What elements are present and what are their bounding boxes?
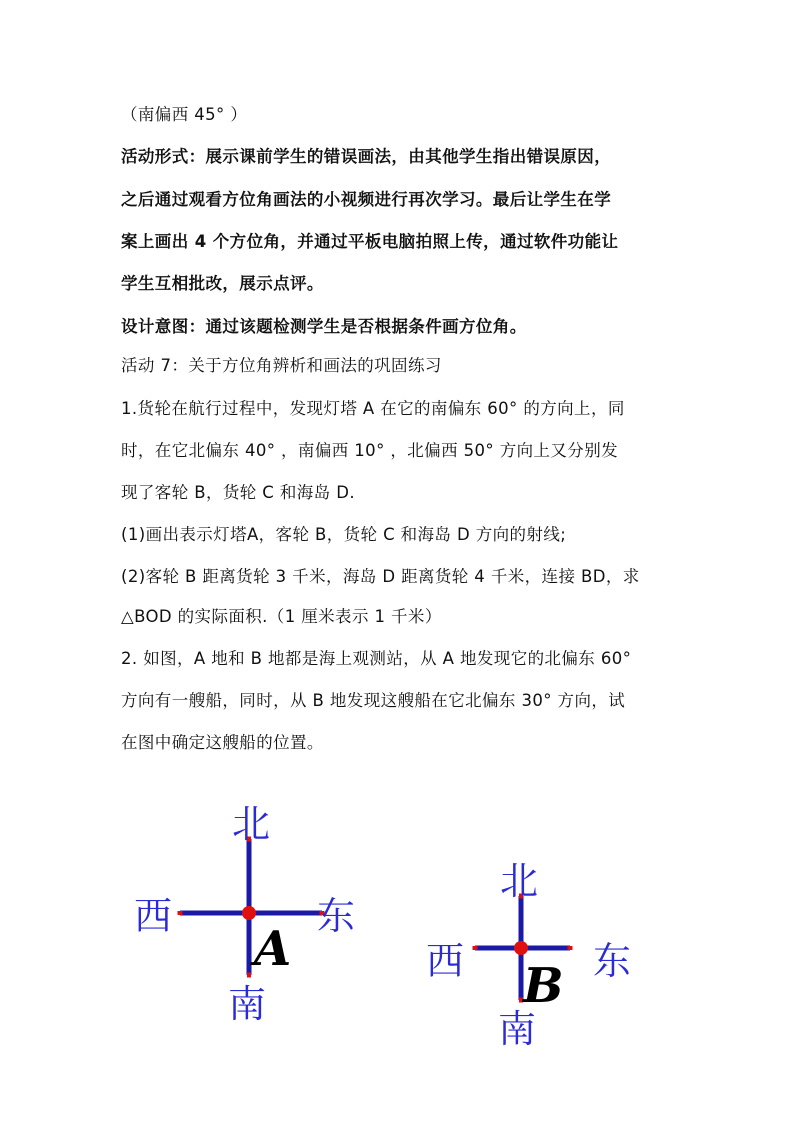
problem-2-line-2: 方向有一艘船，同时，从 B 地发现这艘船在它北偏东 30° 方向，试	[121, 691, 626, 710]
activity-form-line-2: 之后通过观看方位角画法的小视频进行再次学习。最后让学生在学	[121, 190, 612, 209]
compass-b-north-label: 北	[500, 859, 539, 903]
compass-a-point-label: A	[254, 921, 292, 977]
problem-1-line-2: 时，在它北偏东 40° ，南偏西 10° ，北偏西 50° 方向上又分别发	[121, 441, 619, 460]
compass-b-east-label: 东	[593, 939, 632, 983]
compass-b-south-label: 南	[498, 1007, 537, 1051]
compass-a-north-label: 北	[232, 802, 271, 846]
compass-a-east-label: 东	[317, 894, 356, 938]
activity-7-heading: 活动 7：关于方位角辨析和画法的巩固练习	[121, 356, 442, 375]
problem-1-line-3: 现了客轮 B，货轮 C 和海岛 D.	[121, 483, 355, 502]
activity-form-line-4: 学生互相批改，展示点评。	[121, 274, 324, 293]
compass-a-west-label: 西	[134, 894, 173, 938]
compass-figure-b	[420, 850, 660, 1060]
activity-form-line-1: 活动形式：展示课前学生的错误画法，由其他学生指出错误原因，	[121, 147, 612, 166]
problem-1-part-2-line-1: (2)客轮 B 距离货轮 3 千米，海岛 D 距离货轮 4 千米，连接 BD，求	[121, 567, 640, 586]
compass-b-west-label: 西	[426, 939, 465, 983]
problem-1-line-1: 1.货轮在航行过程中，发现灯塔 A 在它的南偏东 60° 的方向上，同	[121, 399, 625, 418]
activity-form-line-3: 案上画出 4 个方位角，并通过平板电脑拍照上传，通过软件功能让	[121, 232, 619, 251]
problem-2-line-3: 在图中确定这艘船的位置。	[121, 733, 324, 752]
compass-b-point-label: B	[523, 958, 564, 1014]
text-line-1: （南偏西 45° ）	[121, 105, 248, 124]
compass-figure-a	[130, 795, 370, 1035]
design-intent-line: 设计意图：通过该题检测学生是否根据条件画方位角。	[121, 317, 527, 336]
compass-a-south-label: 南	[228, 982, 267, 1026]
compass-a-center-dot	[242, 906, 256, 920]
compass-b-center-dot	[514, 941, 528, 955]
problem-1-part-1: (1)画出表示灯塔A，客轮 B，货轮 C 和海岛 D 方向的射线;	[121, 525, 567, 544]
problem-1-part-2-line-2: △BOD 的实际面积.（1 厘米表示 1 千米）	[121, 607, 442, 626]
problem-2-line-1: 2. 如图，A 地和 B 地都是海上观测站，从 A 地发现它的北偏东 60°	[121, 649, 632, 668]
